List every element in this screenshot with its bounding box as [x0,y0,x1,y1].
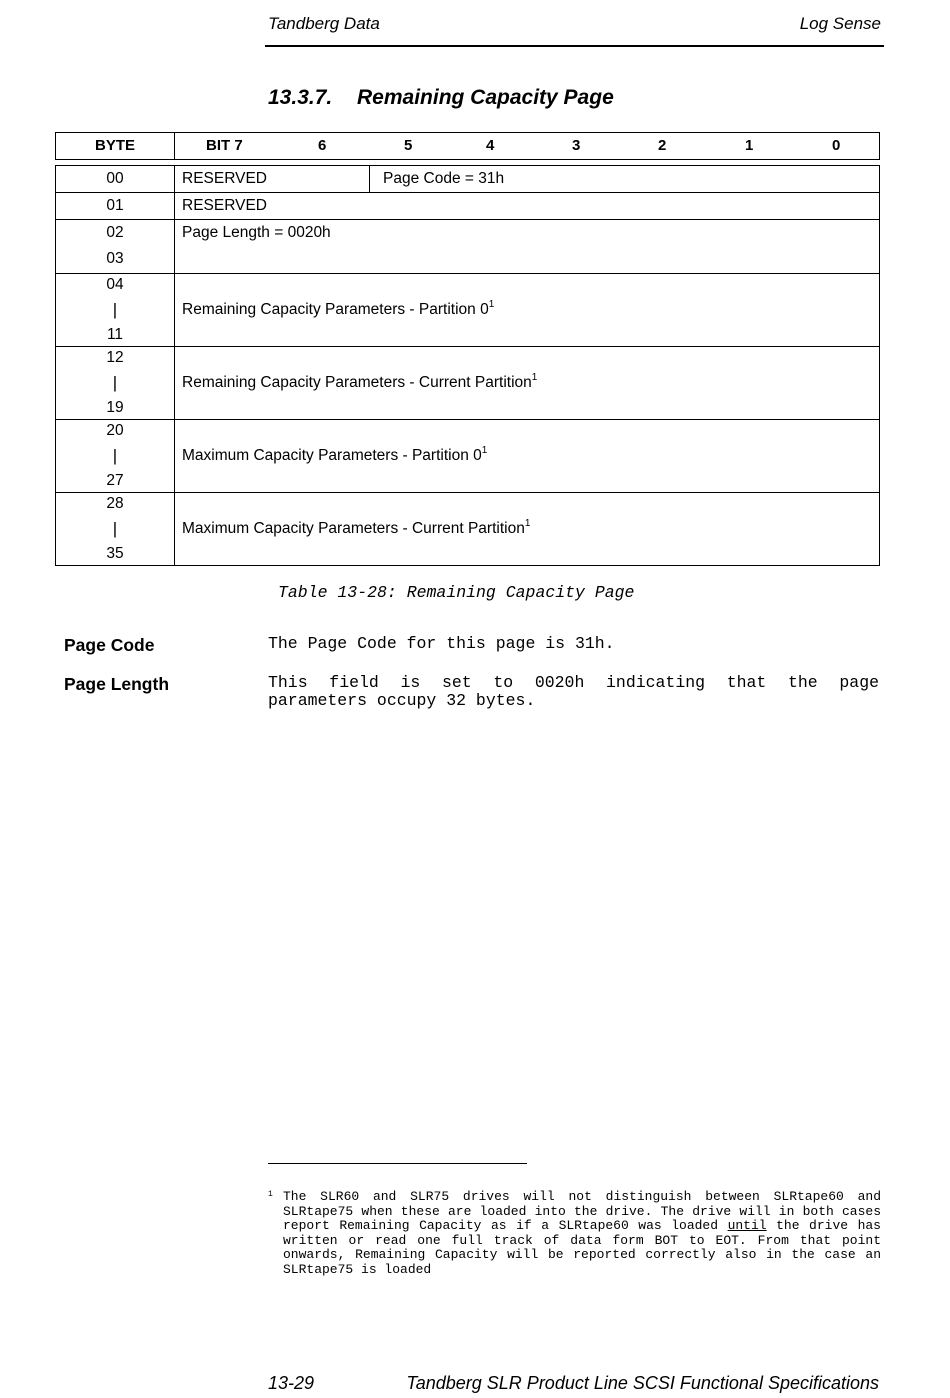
byte-end: 35 [106,545,124,562]
field-cell [175,347,880,420]
footnote-reference: 1 [488,299,495,310]
definition-text-page-length: This field is set to 0020h indicating that the page parameters occupy 32 bytes. [268,673,879,710]
section-title [268,86,614,110]
table-row [56,493,880,566]
page-format-table [55,165,880,566]
field-cell: Page Code = 31h [370,166,880,193]
field-cell [175,274,880,347]
byte-start: 20 [106,422,124,439]
definition-text-page-code: The Page Code for this page is 31h. [268,634,615,653]
byte-range-separator: | [112,446,118,465]
footnote [268,1190,881,1278]
bit-header-table [55,132,880,160]
byte-cell [56,420,175,493]
byte-start: 02 [106,224,124,241]
definition-term-page-length: Page Length [64,674,170,694]
table-row [56,220,880,274]
byte-start: 28 [106,495,124,512]
field-cell [175,220,880,274]
bit-2-header: 2 [658,137,667,154]
footnote-text-part: The SLR60 and SLR75 drives will not distinguish between SLRtape60 and SLRtape75 when these are loaded into the drive. The drive will in both cases report Remaining Capacity as if a SLRtape60 was loaded [283,1189,881,1234]
field-label: Remaining Capacity Parameters - Current Partition [182,374,532,391]
footnote-text [283,1190,881,1278]
running-header-left: Tandberg Data [268,14,380,33]
table-row [56,274,880,347]
definition-term-page-code: Page Code [64,635,155,655]
byte-end: 11 [106,326,124,343]
footnote-reference: 1 [481,445,488,456]
bit-5-header: 5 [404,137,413,154]
byte-cell [56,220,175,274]
footnote-reference: 1 [524,518,531,529]
table-row [56,193,880,220]
byte-start: 12 [106,349,124,366]
bit-6-header: 6 [318,137,327,154]
footnote-mark: 1 [268,1190,273,1199]
field-label: Maximum Capacity Parameters - Partition 0 [182,447,482,464]
bit-4-header: 4 [486,137,495,154]
field-cell: RESERVED [175,166,370,193]
section-title-text: Remaining Capacity Page [357,86,614,109]
bit-7-header: BIT 7 [206,137,243,154]
field-cell [175,420,880,493]
byte-end: 03 [106,250,124,267]
footnote-underlined-word: until [727,1218,767,1234]
header-rule [265,45,884,47]
bit-0-header: 0 [832,137,841,154]
bit-3-header: 3 [572,137,581,154]
byte-range-separator: | [112,373,118,392]
footnote-separator [268,1163,527,1164]
byte-start: 04 [106,276,124,293]
byte-cell [56,347,175,420]
field-label: Remaining Capacity Parameters - Partition 0 [182,301,489,318]
running-header-right: Log Sense [799,14,881,33]
table-row [56,347,880,420]
footnote-reference: 1 [531,372,538,383]
byte-end: 19 [106,399,124,416]
field-label: Maximum Capacity Parameters - Current Partition [182,520,525,537]
footnote-text-part: the drive has written or read one full track of data form BOT to EOT. From that point onwards, Remaining Capacity will be reported correctly also in the case an SLRtape75 is loaded [283,1218,881,1277]
field-cell [175,493,880,566]
document-title-footer: Tandberg SLR Product Line SCSI Functional Specifications [406,1373,879,1393]
byte-cell: 00 [56,166,175,193]
field-cell: RESERVED [175,193,880,220]
byte-cell: 01 [56,193,175,220]
byte-column-header: BYTE [56,133,175,159]
byte-cell [56,493,175,566]
table-row [56,420,880,493]
byte-range-separator: | [112,519,118,538]
byte-range-separator: | [112,300,118,319]
section-number: 13.3.7. [268,86,333,109]
byte-end: 27 [106,472,124,489]
byte-cell [56,274,175,347]
table-row [56,166,880,193]
table-caption: Table 13-28: Remaining Capacity Page [278,583,635,602]
page-number: 13-29 [268,1373,315,1393]
bit-1-header: 1 [745,137,754,154]
field-label: Page Length = 0020h [182,224,331,241]
